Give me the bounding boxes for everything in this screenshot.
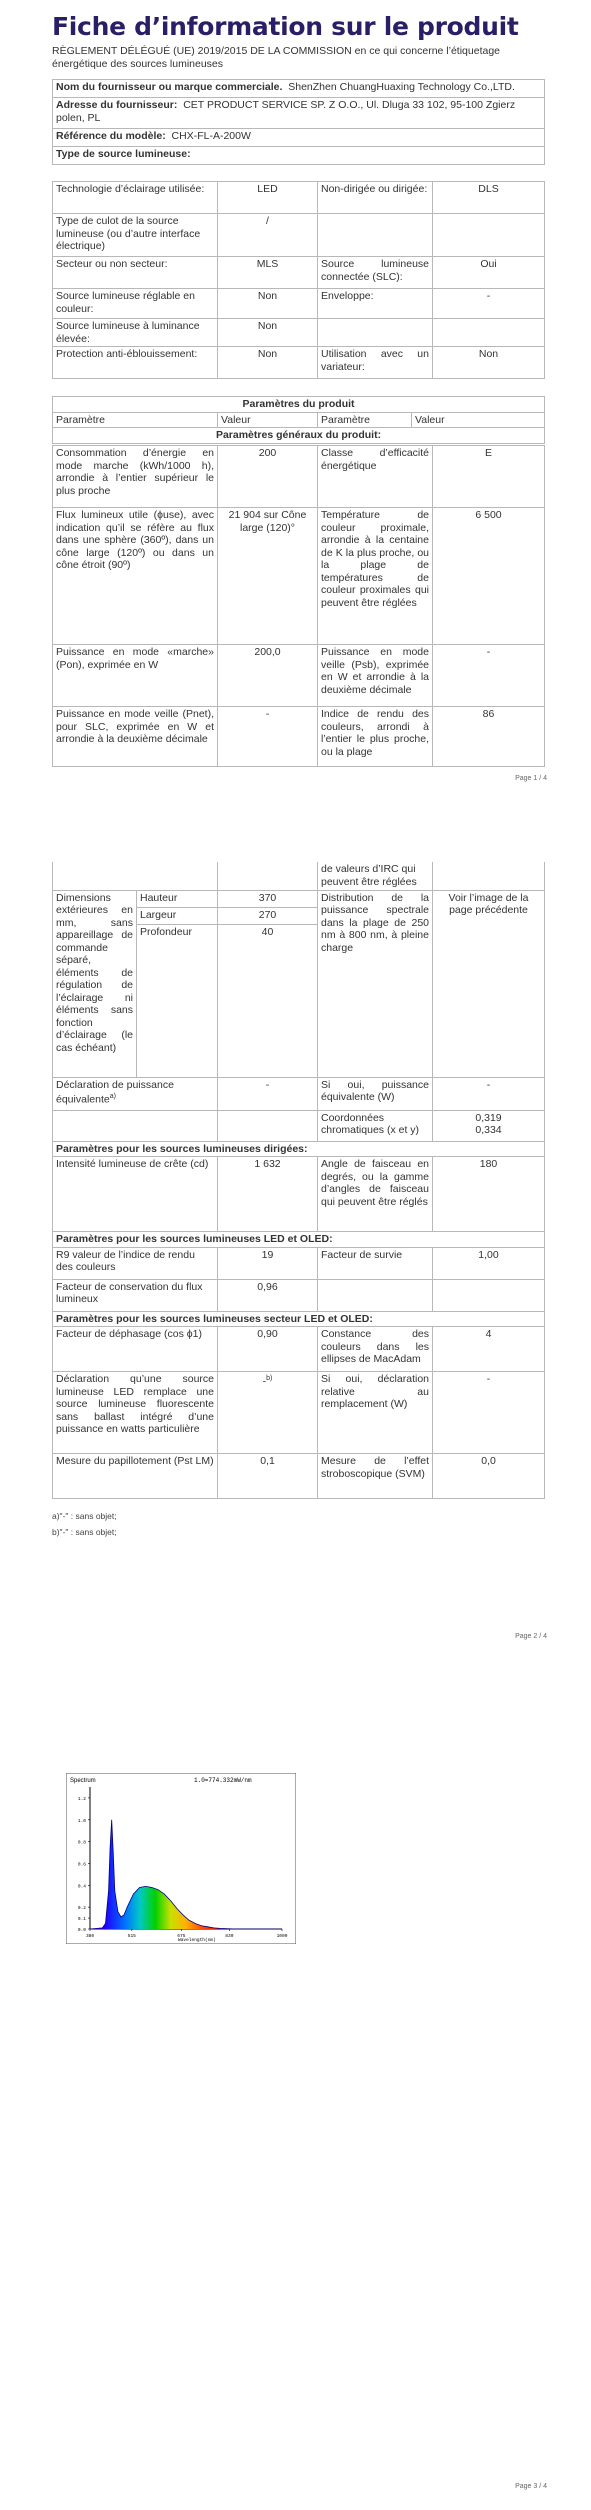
dimensions-label: Dimensions extérieures en mm, sans appareillage de commande séparé, éléments de régulation de l’éclairage ni éléments sans fonction d’éclairage (le cas échéant) [53, 890, 137, 1077]
y-tick-label: 0.4 [77, 1884, 86, 1890]
col-header-value: Valeur [218, 412, 318, 428]
x-tick-label: 830 [225, 1934, 234, 1939]
page-number: Page 1 / 4 [515, 775, 547, 782]
dim-value: 40 [218, 924, 318, 1077]
equiv-value: - [218, 1077, 318, 1110]
empty-cell [218, 1110, 318, 1141]
light-source-type-header: Type de source lumineuse: [53, 147, 545, 165]
product-params-table [52, 396, 545, 444]
model-value: CHX-FL-A-200W [171, 130, 251, 142]
chart-title: 1.0=774.332mW/nm [194, 1777, 252, 1784]
supplier-table [52, 79, 545, 165]
strobo-label: Mesure de l’effet stroboscopique (SVM) [318, 1454, 433, 1499]
macadam-label: Constance des couleurs dans les ellipses de MacAdam [318, 1327, 433, 1372]
replace-value-cell [218, 1372, 318, 1454]
x-tick-label: 675 [177, 1934, 186, 1939]
gp-value: 200,0 [218, 645, 318, 707]
equiv-label: Déclaration de puissance équivalente [56, 1078, 174, 1106]
empty-cell [318, 1279, 433, 1311]
lst-label: Source lumineuse à luminance élevée: [53, 319, 218, 347]
lst-label: Utilisation avec un variateur: [318, 347, 433, 379]
chart-corner-label: Spectrum [70, 1778, 96, 1784]
replace-label: Déclaration qu’une source lumineuse LED remplace une source lumineuse fluorescente sans ballast intégré d’une puissance en watts particulière [53, 1372, 218, 1454]
page-1 [0, 0, 591, 790]
gp-value: E [433, 446, 545, 508]
lst-value [433, 319, 545, 347]
general-params-table [52, 445, 545, 767]
footnote-ref-b: b) [266, 1375, 273, 1382]
gp-label: Classe d’efficacité énergétique [318, 446, 433, 508]
y-tick-label: 0.8 [77, 1840, 86, 1846]
equiv-power-label: Si oui, puissance équivalente (W) [318, 1077, 433, 1110]
supplier-name-label: Nom du fournisseur ou marque commerciale. [56, 81, 283, 93]
peak-label: Intensité lumineuse de crête (cd) [53, 1157, 218, 1232]
footnote-ref-a: a) [109, 1093, 116, 1100]
chroma-x: 0,319 [475, 1111, 502, 1124]
gp-label: Indice de rendu des couleurs, arrondi à l’entier le plus proche, ou la plage [318, 707, 433, 767]
empty-cell [53, 1110, 218, 1141]
x-tick-label: 380 [85, 1934, 95, 1939]
lst-label: Protection anti-éblouissement: [53, 347, 218, 379]
chroma-label: Coordonnées chromatiques (x et y) [318, 1110, 433, 1141]
r9-value: 19 [218, 1247, 318, 1279]
gp-label: Puissance en mode veille (Pnet), pour SLC, exprimée en W et arrondie à la deuxième décimale [53, 707, 218, 767]
phase-label: Facteur de déphasage (cos ϕ1) [53, 1327, 218, 1372]
survival-label: Facteur de survie [318, 1247, 433, 1279]
gp-label: Flux lumineux utile (ϕuse), avec indication qu’il se réfère au flux dans une sphère (360º), dans un cône large (120º) ou dans un cône étroit (90º) [53, 508, 218, 645]
y-tick-label: 0.6 [77, 1862, 86, 1868]
lst-value [433, 214, 545, 257]
footnote-b: b)"-" : sans objet; [52, 1527, 117, 1537]
general-params-header: Paramètres généraux du produit: [53, 428, 545, 444]
model-row [53, 129, 545, 147]
lst-value: Non [218, 289, 318, 319]
lst-value: Oui [433, 257, 545, 289]
page-number: Page 3 / 4 [515, 2483, 547, 2490]
y-tick-label: 0.2 [77, 1906, 86, 1912]
empty-cell [53, 862, 218, 890]
maint-value: 0,96 [218, 1279, 318, 1311]
spectral-value: Voir l’image de la page précédente [433, 890, 545, 1077]
y-tick-label: 1.2 [77, 1796, 86, 1802]
lst-value: LED [218, 182, 318, 214]
beam-value: 180 [433, 1157, 545, 1232]
x-tick-label: 515 [127, 1934, 136, 1939]
empty-cell [218, 862, 318, 890]
product-params-header: Paramètres du produit [53, 397, 545, 413]
irc-continued: de valeurs d’IRC qui peuvent être réglées [318, 862, 433, 890]
footnote-a: a)"-" : sans objet; [52, 1511, 117, 1521]
maint-label: Facteur de conservation du flux lumineux [53, 1279, 218, 1311]
dim-label: Profondeur [137, 924, 218, 1077]
page2-table-a [52, 862, 545, 1499]
col-header-value: Valeur [412, 412, 545, 428]
gp-value: 200 [218, 446, 318, 508]
y-tick-label: 1.0 [77, 1818, 86, 1824]
model-label: Référence du modèle: [56, 130, 166, 142]
light-source-type-table [52, 181, 545, 379]
chroma-value [433, 1110, 545, 1141]
page-2 [0, 858, 591, 1648]
lst-label: Source lumineuse connectée (SLC): [318, 257, 433, 289]
lst-label: Enveloppe: [318, 289, 433, 319]
dim-label: Largeur [137, 907, 218, 924]
beam-label: Angle de faisceau en degrés, ou la gamme d’angles de faisceau qui peuvent être réglés [318, 1157, 433, 1232]
lst-label [318, 319, 433, 347]
supplier-address-label: Adresse du fournisseur: [56, 99, 178, 111]
dim-value: 270 [218, 907, 318, 924]
lst-value: / [218, 214, 318, 257]
survival-value: 1,00 [433, 1247, 545, 1279]
y-tick-label: 0.1 [77, 1917, 86, 1923]
gp-value: 6 500 [433, 508, 545, 645]
lst-label: Non-dirigée ou dirigée: [318, 182, 433, 214]
replace-value: - [262, 1375, 267, 1388]
lst-value: Non [433, 347, 545, 379]
strobo-value: 0,0 [433, 1454, 545, 1499]
lst-label: Source lumineuse réglable en couleur: [53, 289, 218, 319]
regulation-subtitle: RÈGLEMENT DÉLÉGUÉ (UE) 2019/2015 DE LA COMMISSION en ce qui concerne l’étiquetage énergétique des sources lumineuses [52, 45, 501, 70]
x-tick-label: 1000 [276, 1934, 288, 1939]
empty-cell [433, 862, 545, 890]
dim-value: 370 [218, 890, 318, 907]
mains-header: Paramètres pour les sources lumineuses secteur LED et OLED: [53, 1311, 545, 1327]
gp-label: Puissance en mode veille (Psb), exprimée en W et arrondie à la deuxième décimale [318, 645, 433, 707]
col-header-param: Paramètre [318, 412, 412, 428]
flicker-label: Mesure du papillotement (Pst LM) [53, 1454, 218, 1499]
gp-value: 21 904 sur Cône large (120)° [218, 508, 318, 645]
r9-label: R9 valeur de l’indice de rendu des couleurs [53, 1247, 218, 1279]
page-title: Fiche d’information sur le produit [52, 12, 519, 41]
phase-value: 0,90 [218, 1327, 318, 1372]
x-axis-label: Wavelength(nm) [178, 1938, 216, 1943]
lst-label: Secteur ou non secteur: [53, 257, 218, 289]
lst-value: - [433, 289, 545, 319]
gp-label: Puissance en mode «marche» (Pon), exprimée en W [53, 645, 218, 707]
spectral-label: Distribution de la puissance spectrale dans la plage de 250 nm à 800 nm, à pleine charge [318, 890, 433, 1077]
replace-power-label: Si oui, déclaration relative au remplacement (W) [318, 1372, 433, 1454]
supplier-name-value: ShenZhen ChuangHuaxing Technology Co.,LTD. [288, 81, 515, 93]
spectrum-svg [66, 1773, 296, 1944]
lst-label: Technologie d’éclairage utilisée: [53, 182, 218, 214]
lst-value: DLS [433, 182, 545, 214]
gp-label: Consommation d’énergie en mode marche (kWh/1000 h), arrondie à l’entier supérieur le plus proche [53, 446, 218, 508]
macadam-value: 4 [433, 1327, 545, 1372]
col-header-param: Paramètre [53, 412, 218, 428]
led-header: Paramètres pour les sources lumineuses LED et OLED: [53, 1232, 545, 1248]
dim-label: Hauteur [137, 890, 218, 907]
supplier-address-row [53, 98, 545, 129]
chroma-y: 0,334 [475, 1124, 502, 1136]
equiv-power-value: - [433, 1077, 545, 1110]
flicker-value: 0,1 [218, 1454, 318, 1499]
lst-label [318, 214, 433, 257]
supplier-name-row [53, 80, 545, 98]
supplier-address-value: CET PRODUCT SERVICE SP. Z O.O., Ul. Dluga 33 102, 95-100 Zgierz polen, PL [56, 99, 516, 124]
equiv-label-cell [53, 1077, 218, 1110]
gp-value: - [433, 645, 545, 707]
directed-header: Paramètres pour les sources lumineuses dirigées: [53, 1141, 545, 1157]
lst-value: Non [218, 319, 318, 347]
spectrum-chart [66, 1773, 296, 1944]
gp-label: Température de couleur proximale, arrondie à la centaine de K la plus proche, ou la plage de températures de couleur proximales qui peuvent être réglées [318, 508, 433, 645]
replace-power-value: - [433, 1372, 545, 1454]
lst-label: Type de culot de la source lumineuse (ou d’autre interface électrique) [53, 214, 218, 257]
gp-value: 86 [433, 707, 545, 767]
empty-cell [433, 1279, 545, 1311]
peak-value: 1 632 [218, 1157, 318, 1232]
lst-value: Non [218, 347, 318, 379]
gp-value: - [218, 707, 318, 767]
y-tick-label: 0.0 [77, 1928, 86, 1933]
page-number: Page 2 / 4 [515, 1633, 547, 1640]
lst-value: MLS [218, 257, 318, 289]
